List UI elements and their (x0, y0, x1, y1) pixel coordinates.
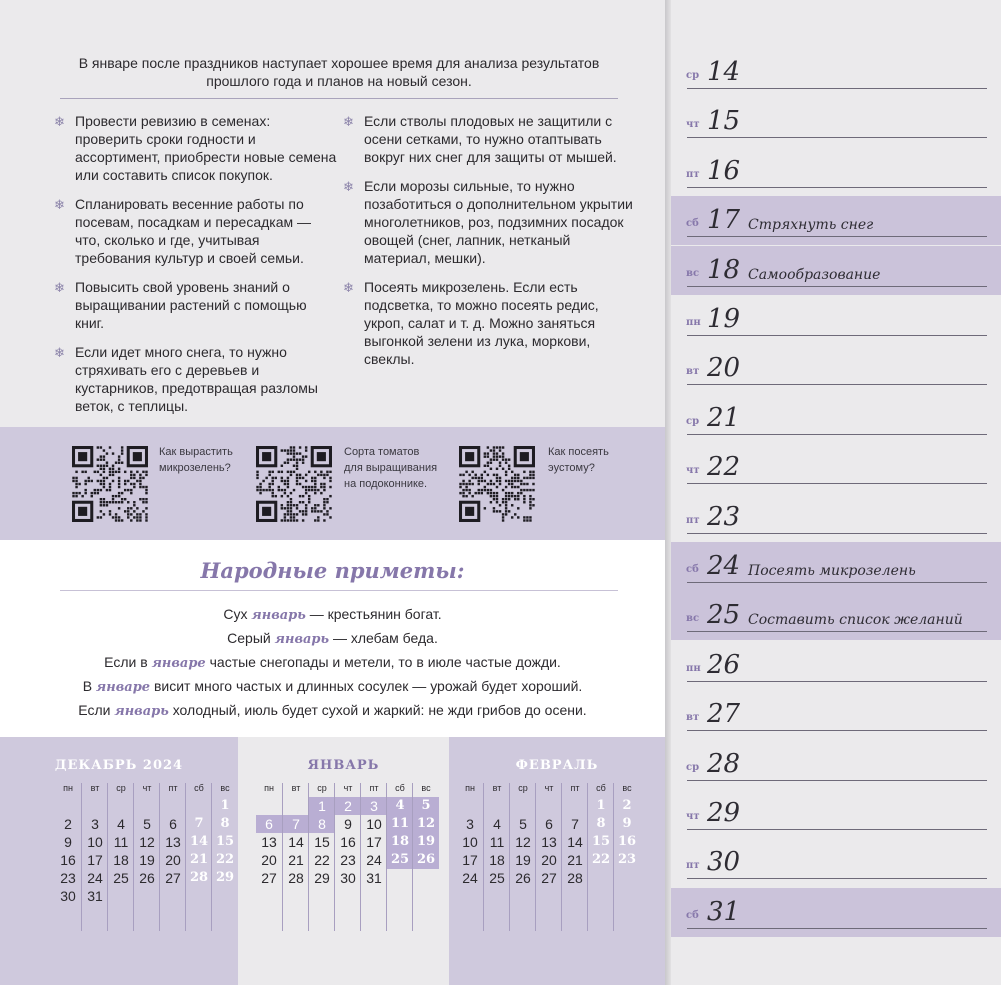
day-writing-line (687, 730, 987, 731)
weekday-header: пн (465, 783, 475, 793)
calendar-day: 31 (366, 870, 382, 886)
day-number: 31 (707, 896, 741, 927)
mini-calendar-february (449, 737, 665, 985)
calendar-title: ЯНВАРЬ (307, 758, 380, 773)
qr-code-icon[interactable] (72, 446, 148, 522)
day-row[interactable] (671, 344, 1001, 393)
calendar-day: 27 (165, 870, 181, 886)
day-number: 24 (707, 551, 741, 581)
calendar-day: 2 (622, 798, 632, 813)
day-number: 23 (707, 501, 741, 532)
calendar-day: 26 (413, 851, 439, 869)
calendar-day: 15 (314, 834, 330, 850)
day-row[interactable] (671, 888, 1001, 937)
day-number: 22 (707, 452, 741, 483)
calendar-day: 17 (462, 852, 478, 868)
calendar-day: 8 (596, 816, 606, 831)
calendar-day: 12 (413, 815, 439, 833)
day-row[interactable] (671, 542, 1001, 591)
weekday-header: вт (90, 783, 100, 793)
calendar-day: 17 (87, 852, 103, 868)
weekday-header: вс (220, 783, 230, 793)
day-writing-line (687, 187, 987, 188)
qr-caption: Как вырастить микрозелень? (159, 446, 233, 474)
day-row[interactable] (671, 641, 1001, 690)
weekday-header: пт (168, 783, 178, 793)
day-writing-line (687, 286, 987, 287)
calendar-day: 6 (545, 816, 553, 832)
folk-sign-line: В январе висит много частых и длинных сосулек — урожай будет хороший. (82, 678, 583, 695)
calendar-column (483, 783, 509, 931)
calendar-day: 5 (519, 816, 527, 832)
weekday-header: вт (291, 783, 301, 793)
calendar-day: 24 (366, 852, 382, 868)
calendar-day: 25 (387, 851, 413, 869)
day-writing-line (687, 236, 987, 237)
tip-item: ❄ Если морозы сильные, то нужно позаботиться о дополнительном укрытии многолетников, роз, подзимних посадок овощей (снег, лапник, нетканый материал, мешки). (343, 178, 633, 266)
calendar-day: 11 (489, 834, 505, 850)
calendar-column (535, 783, 561, 931)
calendar-day: 25 (489, 870, 505, 886)
weekday-header: сб (194, 783, 204, 793)
calendar-column (587, 783, 613, 931)
weekday-header: пн (264, 783, 274, 793)
day-row[interactable] (671, 591, 1001, 640)
calendar-day: 30 (60, 888, 76, 904)
calendar-day: 13 (261, 834, 277, 850)
day-note: Самообразование (748, 266, 881, 283)
calendar-day: 15 (215, 834, 235, 849)
calendar-day: 19 (139, 852, 155, 868)
calendar-day: 9 (344, 816, 352, 832)
calendar-column (133, 783, 159, 931)
calendar-day: 18 (113, 852, 129, 868)
weekday-header: пт (369, 783, 379, 793)
calendar-day: 21 (189, 852, 209, 867)
intro-text: В январе после праздников наступает хорошее время для анализа результатов прошлого года и планов на новый сезон. (78, 55, 600, 89)
day-weekday: вт (686, 366, 700, 378)
folk-sign-line: Если январь холодный, июль будет сухой и жаркий: не жди грибов до осени. (78, 702, 587, 719)
day-writing-line (687, 483, 987, 484)
mini-calendar-january (238, 737, 449, 985)
intro-divider (60, 98, 618, 99)
folk-sign-line: Если в январе частые снегопады и метели, то в июле частые дожди. (104, 654, 561, 671)
calendar-day: 11 (387, 815, 413, 833)
calendar-column (282, 783, 308, 931)
day-number: 27 (707, 699, 741, 730)
calendar-day: 23 (617, 852, 637, 867)
day-row[interactable] (671, 147, 1001, 196)
qr-caption: Сорта томатов для выращивания на подоконнике. (344, 446, 438, 490)
weekday-header: чт (142, 783, 152, 793)
weekday-header: ср (317, 783, 327, 793)
day-weekday: ср (686, 761, 700, 773)
calendar-column (185, 783, 211, 931)
calendar-day: 16 (617, 834, 637, 849)
day-row[interactable] (671, 295, 1001, 344)
snowflake-icon: ❄ (54, 114, 65, 129)
calendar-column (457, 783, 483, 931)
day-writing-line (687, 137, 987, 138)
calendar-column (360, 783, 386, 931)
day-number: 19 (707, 304, 741, 334)
tip-item: ❄ Повысить свой уровень знаний о выращивании растений с помощью книг. (54, 279, 307, 331)
calendar-day: 25 (113, 870, 129, 886)
calendar-day: 21 (288, 852, 304, 868)
day-weekday: пт (686, 860, 700, 872)
folk-signs-panel (0, 540, 665, 737)
calendar-day: 13 (165, 834, 181, 850)
day-writing-line (687, 335, 987, 336)
calendar-day: 16 (340, 834, 356, 850)
calendar-day: 8 (220, 816, 230, 831)
calendar-day: 28 (567, 870, 583, 886)
calendar-day: 12 (139, 834, 155, 850)
day-number: 16 (707, 155, 741, 186)
calendar-day: 7 (571, 816, 579, 832)
day-writing-line (687, 878, 987, 879)
folk-sign-line: Сух январь — крестьянин богат. (223, 606, 442, 623)
calendar-day: 7 (283, 815, 309, 833)
day-row[interactable] (671, 196, 1001, 245)
calendar-column (509, 783, 535, 931)
day-weekday: чт (686, 465, 700, 477)
day-note: Посеять микрозелень (748, 563, 916, 579)
calendar-day: 19 (515, 852, 531, 868)
day-row[interactable] (671, 740, 1001, 789)
calendar-column (55, 783, 81, 931)
day-note: Составить список желаний (748, 612, 963, 629)
day-weekday: ср (686, 415, 700, 427)
calendar-day: 3 (361, 797, 387, 815)
weekday-header: пн (63, 783, 73, 793)
day-row[interactable] (671, 789, 1001, 838)
day-number: 26 (707, 649, 741, 680)
weekday-header: вс (421, 783, 431, 793)
calendar-day: 13 (541, 834, 557, 850)
calendar-day: 22 (314, 852, 330, 868)
calendar-title: ДЕКАБРЬ 2024 (54, 758, 184, 773)
tip-item: ❄ Если стволы плодовых не защитили с осени сетками, то нужно отаптывать вокруг них снег для защиты от мышей. (343, 113, 617, 165)
calendar-day: 18 (387, 833, 413, 851)
calendar-day: 5 (143, 816, 151, 832)
calendar-day: 1 (220, 798, 230, 813)
calendar-day: 27 (261, 870, 277, 886)
day-writing-line (687, 631, 987, 632)
calendar-day: 9 (64, 834, 72, 850)
calendar-day: 20 (165, 852, 181, 868)
calendar-day: 2 (335, 797, 361, 815)
calendar-title: ФЕВРАЛЬ (515, 758, 599, 773)
day-number: 18 (707, 254, 741, 285)
day-weekday: сб (686, 564, 699, 575)
calendar-day: 29 (314, 870, 330, 886)
day-writing-line (687, 384, 987, 385)
weekday-header: чт (343, 783, 353, 793)
tips-column-right (343, 112, 633, 379)
mini-calendars (0, 737, 665, 985)
snowflake-icon: ❄ (343, 280, 354, 295)
calendar-day: 8 (309, 815, 335, 833)
calendar-day: 4 (387, 797, 413, 815)
calendar-column (211, 783, 237, 931)
calendar-day: 4 (493, 816, 501, 832)
weekday-header: вт (492, 783, 502, 793)
weekday-header: ср (116, 783, 126, 793)
day-weekday: сб (686, 218, 699, 230)
day-writing-line (687, 533, 987, 534)
calendar-column (412, 783, 438, 931)
day-weekday: пн (686, 317, 701, 328)
snowflake-icon: ❄ (54, 280, 65, 295)
calendar-day: 20 (541, 852, 557, 868)
calendar-column (107, 783, 133, 931)
calendar-day: 10 (87, 834, 103, 850)
calendar-column (386, 783, 412, 931)
calendar-day: 11 (113, 834, 129, 850)
calendar-day: 9 (622, 816, 632, 831)
calendar-day: 3 (466, 816, 474, 832)
folk-signs-divider (60, 590, 618, 591)
day-row[interactable] (671, 48, 1001, 97)
calendar-day: 2 (64, 816, 72, 832)
calendar-day: 24 (462, 870, 478, 886)
calendar-day: 14 (189, 834, 209, 849)
day-weekday: ср (686, 70, 700, 81)
day-number: 15 (707, 106, 741, 137)
calendar-day: 3 (91, 816, 99, 832)
weekday-header: чт (544, 783, 554, 793)
calendar-day: 10 (366, 816, 382, 832)
calendar-day: 22 (215, 852, 235, 867)
day-number: 14 (707, 57, 741, 87)
calendar-day: 23 (60, 870, 76, 886)
calendar-day: 6 (169, 816, 177, 832)
day-row[interactable] (671, 394, 1001, 443)
day-weekday: вс (686, 267, 700, 279)
snowflake-icon: ❄ (54, 197, 65, 212)
day-number: 17 (707, 205, 741, 236)
day-planner (671, 0, 1001, 985)
calendar-day: 12 (515, 834, 531, 850)
calendar-column (334, 783, 360, 931)
folk-sign-line: Серый январь — хлебам беда. (227, 630, 438, 647)
calendar-day: 16 (60, 852, 76, 868)
day-writing-line (687, 88, 987, 89)
day-weekday: вт (686, 712, 700, 724)
day-row[interactable] (671, 690, 1001, 739)
calendar-day: 23 (340, 852, 356, 868)
day-row[interactable] (671, 838, 1001, 887)
day-writing-line (687, 434, 987, 435)
snowflake-icon: ❄ (54, 345, 65, 360)
calendar-day: 10 (462, 834, 478, 850)
calendar-column (159, 783, 185, 931)
weekday-header: сб (596, 783, 606, 793)
day-weekday: сб (686, 909, 699, 921)
calendar-day: 4 (117, 816, 125, 832)
calendar-day: 28 (189, 870, 209, 885)
day-writing-line (687, 582, 987, 583)
qr-band (0, 427, 665, 540)
calendar-day: 31 (87, 888, 103, 904)
weekday-header: вс (622, 783, 632, 793)
qr-code-icon[interactable] (459, 446, 535, 522)
weekday-header: пт (570, 783, 580, 793)
calendar-day: 18 (489, 852, 505, 868)
calendar-day: 30 (340, 870, 356, 886)
calendar-day: 27 (541, 870, 557, 886)
day-number: 28 (707, 748, 741, 779)
day-weekday: пт (686, 168, 700, 180)
tip-item: ❄ Если идет много снега, то нужно стряхивать его с деревьев и кустарников, предотвращая разломы веток, с теплицы. (54, 344, 318, 414)
calendar-day: 14 (288, 834, 304, 850)
calendar-day: 19 (413, 833, 439, 851)
calendar-day: 20 (261, 852, 277, 868)
calendar-day: 17 (366, 834, 382, 850)
day-writing-line (687, 681, 987, 682)
calendar-day: 5 (413, 797, 439, 815)
qr-caption: Как посеять эустому? (548, 446, 609, 474)
calendar-day: 14 (567, 834, 583, 850)
calendar-column (256, 783, 282, 931)
day-note: Стряхнуть снег (748, 217, 874, 234)
calendar-column (308, 783, 334, 931)
day-row[interactable] (671, 246, 1001, 295)
snowflake-icon: ❄ (343, 179, 354, 194)
calendar-day: 28 (288, 870, 304, 886)
calendar-day: 21 (567, 852, 583, 868)
day-writing-line (687, 829, 987, 830)
day-row[interactable] (671, 97, 1001, 146)
day-weekday: пт (686, 514, 700, 526)
day-number: 30 (707, 847, 741, 878)
tip-item: ❄ Спланировать весенние работы по посевам, посадкам и пересадкам — что, сколько и где, учитывая требования культур и своей семьи. (54, 196, 312, 266)
calendar-day: 7 (194, 816, 204, 831)
calendar-day: 22 (591, 852, 611, 867)
calendar-day: 1 (596, 798, 606, 813)
calendar-day: 26 (515, 870, 531, 886)
day-row[interactable] (671, 493, 1001, 542)
calendar-day: 26 (139, 870, 155, 886)
calendar-day: 29 (215, 870, 235, 885)
day-weekday: вс (686, 613, 700, 625)
day-number: 25 (707, 600, 741, 631)
calendar-column (613, 783, 639, 931)
day-writing-line (687, 928, 987, 929)
tip-item: ❄ Посеять микрозелень. Если есть подсветка, то можно посеять редис, укроп, салат и т. д. Можно заняться выгонкой зелени из лука, моркови, свеклы. (343, 279, 599, 367)
day-number: 29 (707, 798, 741, 828)
calendar-column (561, 783, 587, 931)
calendar-column (81, 783, 107, 931)
day-writing-line (687, 780, 987, 781)
calendar-day: 1 (309, 797, 335, 815)
day-weekday: чт (686, 811, 700, 822)
day-weekday: пн (686, 662, 701, 674)
calendar-day: 15 (591, 834, 611, 849)
snowflake-icon: ❄ (343, 114, 354, 129)
mini-calendar-december (0, 737, 238, 985)
day-number: 20 (707, 353, 741, 384)
tips-column-left (54, 112, 339, 426)
calendar-day: 6 (256, 815, 282, 833)
day-row[interactable] (671, 443, 1001, 492)
day-number: 21 (707, 402, 741, 433)
weekday-header: сб (395, 783, 405, 793)
calendar-day: 24 (87, 870, 103, 886)
weekday-header: ср (518, 783, 528, 793)
qr-code-icon[interactable] (256, 446, 332, 522)
day-weekday: чт (686, 119, 700, 131)
folk-signs-title: Народные приметы: (200, 558, 465, 583)
tip-item: ❄ Провести ревизию в семенах: проверить сроки годности и ассортимент, приобрести новые семена или составить список покупок. (54, 113, 337, 183)
